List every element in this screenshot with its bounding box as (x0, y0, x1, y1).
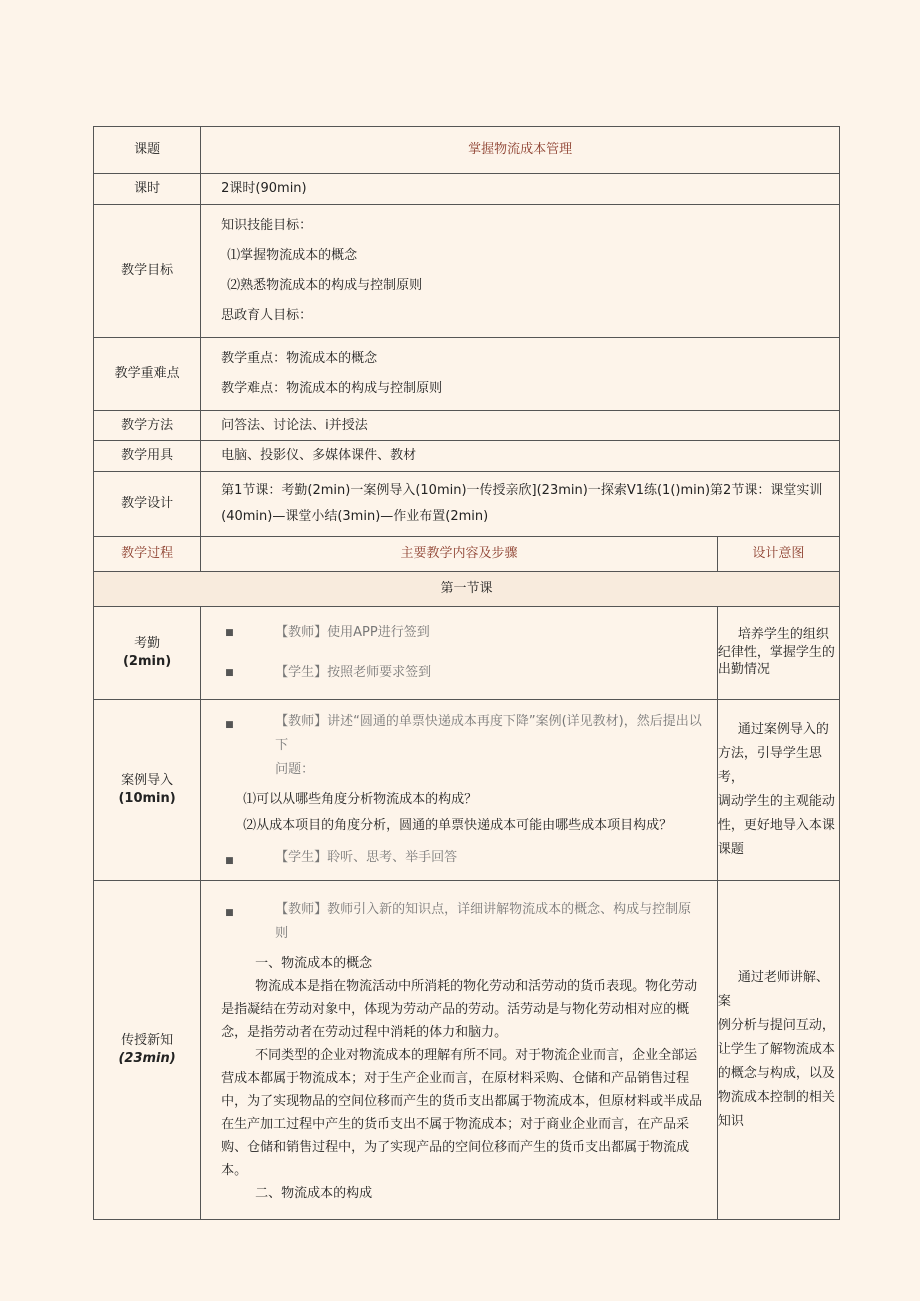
topic-label: 课题 (94, 127, 201, 174)
case-label: 案例导入 (121, 773, 174, 789)
goal-line: 思政育人目标： (221, 307, 313, 323)
attendance-label-cell (94, 606, 201, 699)
teach-paragraph-1: 物流成本是指在物流活动中所消耗的物化劳动和活劳动的货币表现。物化劳动是指凝结在劳动对象中，体现为劳动产品的劳动。活劳动是与物化劳动相对应的概念，是指劳动者在劳动过程中消耗的体力和脑力。 (221, 979, 698, 1041)
row-case (94, 699, 840, 880)
row-attendance (94, 606, 840, 699)
tools-value: 电脑、投影仪、多媒体课件、教材 (201, 441, 840, 472)
case-question-2: ⑵从成本项目的角度分析，圆通的单票快递成本可能由哪些成本项目构成？ (243, 817, 673, 833)
hours-value: 2课时(90min) (201, 174, 840, 205)
header-content: 主要教学内容及步骤 (201, 536, 718, 571)
hours-label: 课时 (94, 174, 201, 205)
row-goals (94, 204, 840, 337)
lesson-plan-table (93, 126, 840, 1220)
teach-time: (23min) (118, 1050, 176, 1066)
case-time: (10min) (118, 790, 176, 806)
header-intent: 设计意图 (717, 536, 839, 571)
topic-value: 掌握物流成本管理 (201, 127, 840, 174)
row-design (94, 471, 840, 536)
row-tools (94, 441, 840, 472)
teach-heading-1: 一、物流成本的概念 (255, 956, 373, 972)
goal-line: ⑵熟悉物流成本的构成与控制原则 (227, 277, 423, 293)
row-teach (94, 880, 840, 1219)
design-label: 教学设计 (94, 471, 201, 536)
case-student: ■ 【学生】聆听、思考、举手回答 (221, 846, 709, 870)
key-content (201, 337, 840, 410)
row-method (94, 410, 840, 441)
lesson-plan-document (93, 126, 840, 1220)
tools-label: 教学用具 (94, 441, 201, 472)
design-value: 第1节课：考勤(2min)一案例导入(10min)一传授亲欣](23min)一探索V1练(1()min)第2节课：课堂实训(40min)—课堂小结(3min)—作业布置(2min) (201, 471, 840, 536)
case-label-cell (94, 699, 201, 880)
case-question-1: ⑴可以从哪些角度分析物流成本的构成？ (243, 791, 478, 807)
goal-line: ⑴掌握物流成本的概念 (227, 247, 358, 263)
attendance-label: 考勤 (134, 636, 161, 652)
teach-paragraph-2: 不同类型的企业对物流成本的理解有所不同。对于物流企业而言，企业全部运营成本都属于物流成本；对于生产企业而言，在原材料采购、仓储和产品销售过程中，为了实现物品的空间位移而产生的货币支出都属于物流成本，但原材料或半成品在生产加工过程中产生的货币支出不属于物流成本；对于商业企业而言，在产品采购、仓储和销售过程中，为了实现产品的空间位移而产生的货币支出都属于物流成本。 (221, 1048, 703, 1179)
key-point: 教学重点：物流成本的概念 (221, 350, 378, 366)
case-teacher: ■ 【教师】讲述“圆通的单票快递成本再度下降”案例(详见教材)，然后提出以下 问题： (221, 710, 709, 782)
teach-label-cell (94, 880, 201, 1219)
teach-intent: 通过老师讲解、案 例分析与提问互动， 让学生了解物流成本 的概念与构成，以及 物流成本控制的相关 知识 (717, 880, 839, 1219)
row-section-1 (94, 571, 840, 606)
difficult-point: 教学难点：物流成本的构成与控制原则 (221, 380, 443, 396)
key-label: 教学重难点 (94, 337, 201, 410)
teach-teacher: ■ 【教师】教师引入新的知识点，详细讲解物流成本的概念、构成与控制原 则 (221, 898, 709, 946)
row-column-headers (94, 536, 840, 571)
case-intent: 通过案例导入的 方法，引导学生思考， 调动学生的主观能动 性，更好地导入本课 课题 (717, 699, 839, 880)
teach-heading-2: 二、物流成本的构成 (255, 1186, 373, 1202)
goals-label: 教学目标 (94, 204, 201, 337)
attendance-time: (2min) (122, 653, 172, 669)
row-key-points (94, 337, 840, 410)
method-label: 教学方法 (94, 410, 201, 441)
goal-line: 知识技能目标： (221, 217, 313, 233)
row-hours (94, 174, 840, 205)
method-value: 问答法、讨论法、i并授法 (201, 410, 840, 441)
header-process: 教学过程 (94, 536, 201, 571)
teach-content (201, 880, 718, 1219)
section-title: 第一节课 (94, 571, 840, 606)
goals-content (201, 204, 840, 337)
row-topic (94, 127, 840, 174)
teach-label: 传授新知 (121, 1033, 174, 1049)
attendance-teacher: ■ 【教师】使用APP进行签到 (221, 624, 709, 642)
attendance-student: ■ 【学生】按照老师要求签到 (221, 664, 709, 682)
case-content (201, 699, 718, 880)
attendance-content (201, 606, 718, 699)
attendance-intent: 培养学生的组织 纪律性，掌握学生的 出勤情况 (717, 606, 839, 699)
